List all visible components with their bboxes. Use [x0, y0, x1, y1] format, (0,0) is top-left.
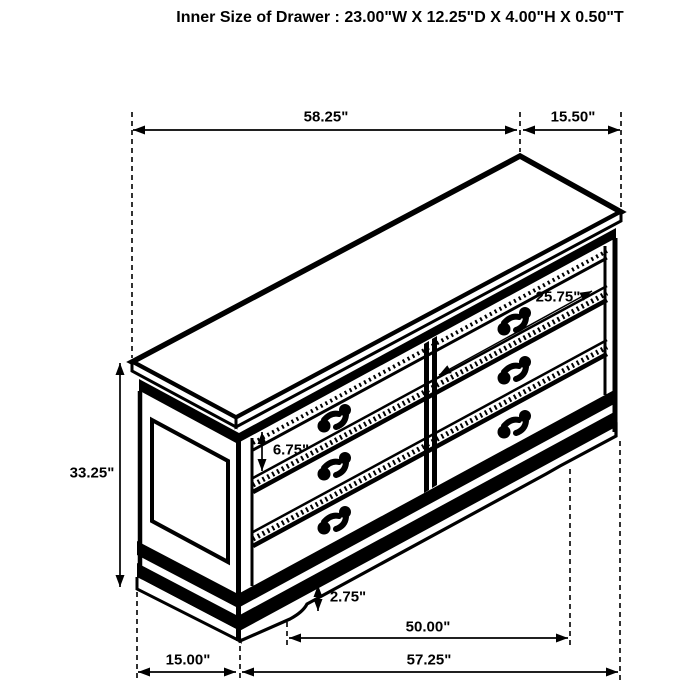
dim-label-front-width: 57.25" [406, 651, 452, 669]
dim-label-base-width: 50.00" [405, 618, 451, 636]
dim-label-top-depth: 15.50" [550, 108, 596, 126]
dim-label-overall-height: 33.25" [69, 464, 115, 482]
dim-label-side-depth: 15.00" [165, 651, 211, 669]
dim-label-drawer-face-height: 6.75" [272, 441, 310, 459]
dim-label-top-width: 58.25" [303, 108, 349, 126]
center-stile [424, 341, 429, 493]
dim-label-drawer-front-width: 25.75" [535, 288, 581, 306]
dim-label-foot-height: 2.75" [329, 588, 367, 606]
page-title: Inner Size of Drawer : 23.00"W X 12.25"D X 4.00"H X 0.50"T [176, 9, 624, 26]
